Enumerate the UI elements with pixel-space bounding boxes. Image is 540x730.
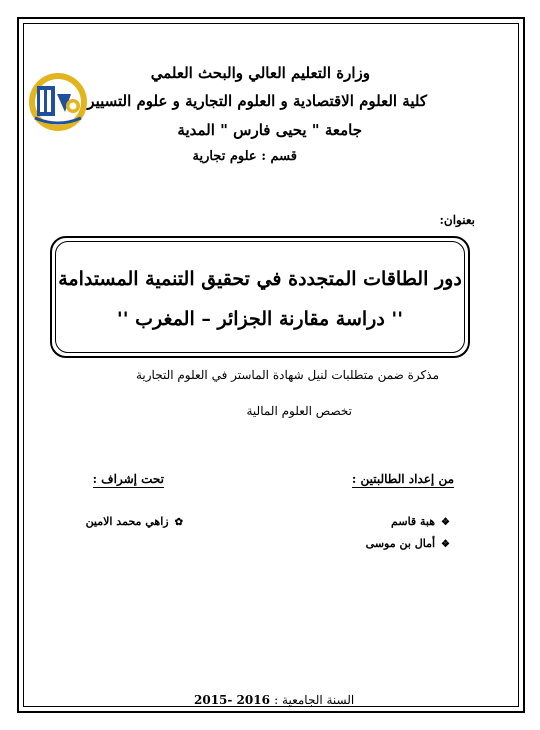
- academic-year-label: السنة الجامعية :: [274, 693, 355, 707]
- diamond-bullet-icon: ❖: [441, 517, 450, 528]
- university-text: جامعة " يحيى فارس " المدية: [177, 121, 362, 139]
- faculty-text: كلية العلوم الاقتصادية و العلوم التجارية و علوم التسيير: [87, 92, 427, 110]
- university-logo: [27, 72, 89, 132]
- academic-year: [194, 693, 354, 707]
- student-name: أمال بن موسى: [365, 537, 436, 550]
- academic-year-value: 2015- 2016: [194, 693, 270, 707]
- students-label: [352, 472, 454, 486]
- title-box: [50, 236, 470, 358]
- supervisor-name: زاهي محمد الامين: [85, 515, 169, 528]
- thesis-purpose: مذكرة ضمن متطلبات لنيل شهادة الماستر في العلوم التجارية: [135, 368, 439, 382]
- diamond-bullet-icon: ❖: [441, 539, 450, 550]
- supervisor-item: [86, 515, 183, 528]
- thesis-subtitle: '' دراسة مقارنة الجزائر – المغرب '': [116, 308, 404, 330]
- ministry-text: وزارة التعليم العالي والبحث العلمي: [150, 64, 370, 82]
- thesis-title: دور الطاقات المتجددة في تحقيق التنمية المستدامة: [58, 268, 462, 290]
- students-label-text: من إعداد الطالبتين :: [351, 472, 454, 486]
- supervisor-label-text: تحت إشراف :: [92, 472, 164, 486]
- student-item: [366, 537, 450, 550]
- title-label: بعنوان:: [439, 213, 475, 227]
- supervisor-label: [93, 472, 164, 486]
- student-item: [391, 515, 450, 528]
- flower-bullet-icon: ✿: [174, 517, 183, 528]
- student-name: هبة قاسم: [391, 515, 436, 528]
- specialty-text: تخصص العلوم المالية: [246, 404, 352, 418]
- department-text: قسم : علوم تجارية: [192, 149, 297, 164]
